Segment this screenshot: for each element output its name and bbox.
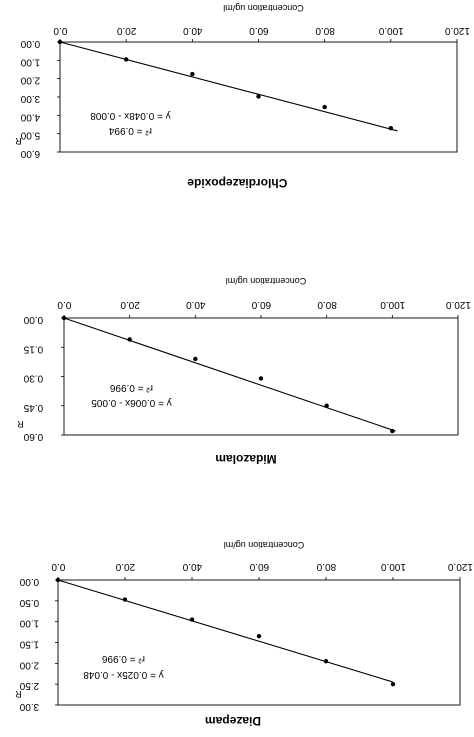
midazolam-y-axis-label: R bbox=[17, 419, 24, 429]
chlordiazepoxide-data-point bbox=[124, 57, 128, 61]
diazepam-x-tick-label: 60.0 bbox=[249, 561, 270, 572]
diazepam-y-tick-label: 0.50 bbox=[19, 596, 40, 608]
diazepam-y-tick-label: 3.00 bbox=[19, 701, 40, 712]
chlordiazepoxide-data-point bbox=[58, 40, 62, 44]
midazolam-x-tick-label: 20.0 bbox=[120, 299, 140, 310]
diazepam-y-tick-label: 0.00 bbox=[19, 576, 40, 587]
diazepam-x-tick-label: 40.0 bbox=[182, 561, 203, 572]
midazolam-x-tick-label: 120.0 bbox=[445, 299, 471, 310]
chlordiazepoxide-x-tick-label: 80.0 bbox=[315, 25, 335, 36]
midazolam-y-tick-label: 0.45 bbox=[23, 401, 44, 413]
diazepam-data-point bbox=[123, 597, 127, 601]
chlordiazepoxide-data-point bbox=[389, 126, 393, 130]
chlordiazepoxide-y-tick-label: 0.00 bbox=[20, 38, 41, 49]
diazepam-y-axis-label: R bbox=[15, 689, 22, 699]
diazepam-data-point bbox=[56, 578, 60, 582]
chlordiazepoxide-x-axis-label: Concentration ug/ml bbox=[223, 3, 304, 13]
diazepam-y-tick-label: 2.00 bbox=[19, 659, 40, 671]
chlordiazepoxide-y-tick-label: 2.00 bbox=[20, 74, 41, 86]
midazolam-x-tick-label: 100.0 bbox=[380, 299, 406, 310]
midazolam-x-axis-label: Concentration ug/ml bbox=[225, 276, 307, 286]
midazolam-data-point bbox=[390, 429, 394, 433]
chlordiazepoxide-data-point bbox=[322, 105, 326, 109]
chlordiazepoxide-x-tick-label: 120.0 bbox=[444, 25, 470, 36]
midazolam-y-tick-label: 0.15 bbox=[23, 343, 44, 355]
chlordiazepoxide-data-point bbox=[256, 94, 260, 98]
chlordiazepoxide-y-tick-label: 5.00 bbox=[20, 129, 41, 141]
midazolam-x-tick-label: 60.0 bbox=[251, 299, 272, 310]
diazepam-equation: y = 0.025x - 0.048 bbox=[83, 669, 164, 680]
diazepam-x-tick-label: 120.0 bbox=[447, 561, 473, 572]
midazolam-data-point bbox=[259, 376, 263, 380]
diazepam-r-squared: r² = 0.996 bbox=[101, 653, 145, 664]
diazepam-data-point bbox=[257, 634, 261, 638]
midazolam-x-tick-label: 80.0 bbox=[317, 299, 337, 310]
midazolam-chart bbox=[0, 270, 474, 480]
diazepam-y-tick-label: 1.00 bbox=[19, 617, 40, 629]
chlordiazepoxide-x-tick-label: 0.0 bbox=[53, 25, 68, 36]
chlordiazepoxide-x-tick-label: 20.0 bbox=[116, 25, 137, 36]
diazepam-data-point bbox=[391, 682, 395, 686]
midazolam-y-tick-label: 0.00 bbox=[23, 314, 44, 325]
midazolam-trendline bbox=[64, 318, 396, 431]
midazolam-data-point bbox=[324, 404, 328, 408]
chlordiazepoxide-y-tick-label: 1.00 bbox=[20, 56, 41, 68]
diazepam-y-tick-label: 1.50 bbox=[19, 638, 40, 650]
diazepam-chart bbox=[0, 530, 474, 737]
midazolam-equation: y = 0.006x - 0.005 bbox=[91, 397, 172, 408]
diazepam-x-tick-label: 20.0 bbox=[115, 561, 136, 572]
diazepam-trendline bbox=[58, 580, 393, 682]
midazolam-title: Midazolam bbox=[215, 452, 277, 466]
diazepam-x-tick-label: 80.0 bbox=[316, 561, 337, 572]
diazepam-title: Diazepam bbox=[204, 714, 262, 728]
chlordiazepoxide-chart bbox=[0, 0, 474, 220]
chlordiazepoxide-x-tick-label: 100.0 bbox=[378, 25, 404, 36]
chlordiazepoxide-y-tick-label: 6.00 bbox=[20, 148, 41, 159]
diazepam-x-axis-label: Concentration ug/ml bbox=[223, 540, 305, 550]
midazolam-data-point bbox=[62, 316, 66, 320]
diazepam-data-point bbox=[190, 617, 194, 621]
chlordiazepoxide-x-tick-label: 40.0 bbox=[183, 25, 203, 36]
chlordiazepoxide-data-point bbox=[190, 72, 194, 76]
chlordiazepoxide-equation: y = 0.048x - 0.008 bbox=[90, 110, 171, 121]
chlordiazepoxide-title: Chlordiazepoxide bbox=[187, 176, 288, 190]
diazepam-x-tick-label: 100.0 bbox=[380, 561, 406, 572]
midazolam-y-tick-label: 0.30 bbox=[23, 372, 44, 384]
chlordiazepoxide-y-axis-label: R bbox=[15, 136, 22, 146]
diazepam-data-point bbox=[324, 659, 328, 663]
chlordiazepoxide-x-tick-label: 60.0 bbox=[249, 25, 269, 36]
midazolam-data-point bbox=[127, 337, 131, 341]
chlordiazepoxide-y-tick-label: 3.00 bbox=[20, 93, 41, 104]
midazolam-x-tick-label: 40.0 bbox=[186, 299, 206, 310]
midazolam-data-point bbox=[193, 357, 197, 361]
diazepam-y-tick-label: 2.50 bbox=[19, 680, 40, 692]
midazolam-y-tick-label: 0.60 bbox=[23, 431, 44, 442]
diazepam-x-tick-label: 0.0 bbox=[51, 561, 66, 572]
chlordiazepoxide-y-tick-label: 4.00 bbox=[20, 111, 41, 123]
chlordiazepoxide-r-squared: r² = 0.994 bbox=[108, 125, 152, 136]
midazolam-x-tick-label: 0.0 bbox=[57, 299, 72, 310]
midazolam-r-squared: r² = 0.996 bbox=[109, 382, 153, 393]
